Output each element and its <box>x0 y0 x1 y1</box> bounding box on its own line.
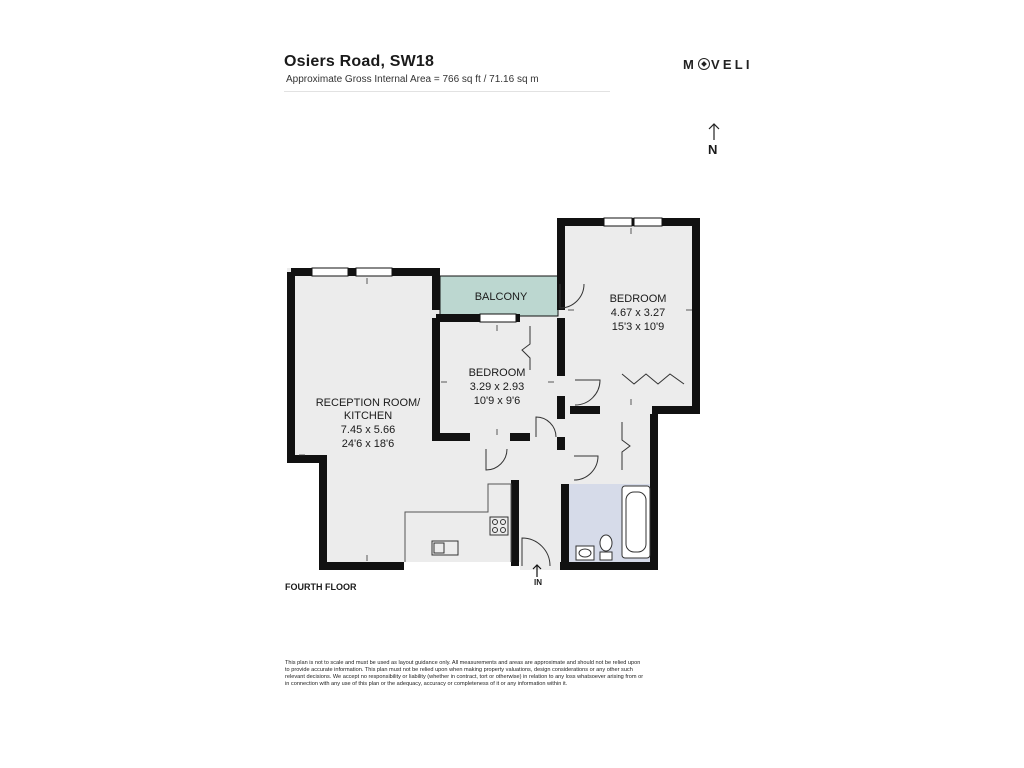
large-bedroom-name: BEDROOM <box>609 293 667 305</box>
reception-name-line2: KITCHEN <box>343 410 393 422</box>
brand-logo-suffix: VELI <box>711 57 753 72</box>
disclaimer-text: This plan is not to scale and must be used as layout guidance only. All measurements and areas are approximate and should not be relied upon to provide accurate information. This plan must not be relied upon when making property valuations, design considerations or any other such relevant decisions. We accept no responsibility or liability (whether in contract, tort or otherwise) in relation to any loss whatsoever arising from or in connection with any use of this plan or the adequacy, accuracy or completeness of it or any information within it. <box>285 660 644 688</box>
small-bedroom-imperial: 10'9 x 9'6 <box>473 395 521 407</box>
north-label: N <box>708 142 718 157</box>
large-bedroom-metric: 4.67 x 3.27 <box>610 307 666 319</box>
entrance-label: IN <box>534 578 542 587</box>
small-bedroom-name: BEDROOM <box>468 367 526 379</box>
reception-imperial: 24'6 x 18'6 <box>341 438 395 450</box>
gross-area-subtitle: Approximate Gross Internal Area = 766 sq ft / 71.16 sq m <box>286 74 539 85</box>
floor-label: FOURTH FLOOR <box>285 582 357 592</box>
small-bedroom-metric: 3.29 x 2.93 <box>469 381 525 393</box>
property-title: Osiers Road, SW18 <box>284 53 435 70</box>
reception-metric: 7.45 x 5.66 <box>340 424 396 436</box>
reception-name-line1: RECEPTION ROOM/ <box>315 397 421 409</box>
large-bedroom-imperial: 15'3 x 10'9 <box>611 321 665 333</box>
balcony-label: BALCONY <box>474 291 528 303</box>
brand-logo-prefix: M <box>683 57 698 72</box>
